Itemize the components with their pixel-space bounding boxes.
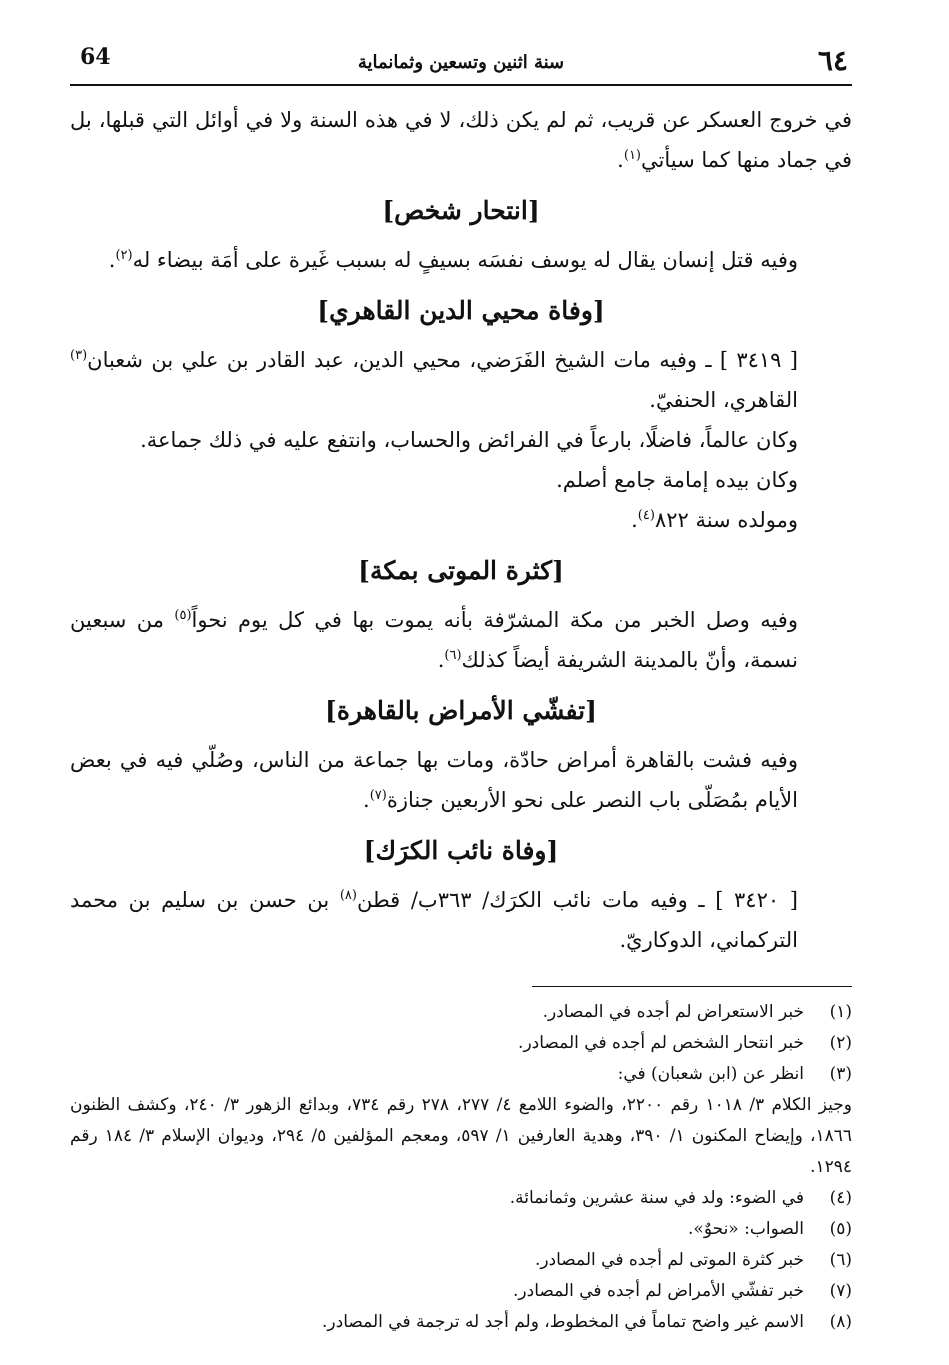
footnote-text: خبر كثرة الموتى لم أجده في المصادر. [534,1250,804,1270]
footnote-ref[interactable]: (٣) [70,348,88,363]
running-title: سنة اثنين وتسعين وثمانماية [357,52,565,73]
section-line: ومولده سنة ٨٢٢$^{(٤)}$. [631,508,798,532]
main-text [70,100,852,960]
footnote-number: (١) [829,1002,852,1022]
biography-entry: [ ٣٤١٩ ] ـ وفيه مات الشيخ الفَرَضي، محيي الدين، عبد القادر بن علي بن شعبان$^{(٣)}$ القاهري، الحنفيّ. [70,348,798,412]
section-heading: [انتحار شخص] [382,196,540,225]
section-heading: [وفاة نائب الكرَك] [363,836,559,865]
footnote-separator [532,986,852,987]
footnotes [70,997,852,1338]
footnote-ref[interactable]: (٢) [115,248,133,263]
footnote-text: خبر انتحار الشخص لم أجده في المصادر. [518,1033,804,1053]
footnote-number: (٦) [829,1250,852,1270]
footnote-item [70,1307,852,1338]
section-paragraph: وفيه فشت بالقاهرة أمراض حادّة، ومات بها جماعة من الناس، وصُلّي فيه في بعض الأيام بمُصَلّى باب النصر على نحو الأربعين جنازة$^{(٧)}$. [70,748,798,812]
section-paragraph: وفيه قتل إنسان يقال له يوسف نفسَه بسيفٍ له بسبب غَيرة على أمَة بيضاء له$^{(٢)}$. [108,248,798,272]
footnote-item [70,1276,852,1307]
section-line: وكان بيده إمامة جامع أصلم. [556,468,798,492]
footnote-item [70,1059,852,1090]
footnote-number: (٧) [829,1281,852,1301]
footnote-item [70,997,852,1028]
footnote-continuation: وجيز الكلام ٣/ ١٠١٨ رقم ٢٢٠٠، والضوء اللامع ٤/ ٢٧٧، ٢٧٨ رقم ٧٣٤، وبدائع الزهور ٣/ ٢٤٠، وكشف الظنون ١٨٦٦، وإيضاح المكنون ١/ ٣٩٠، وهدية العارفين ١/ ٥٩٧، ومعجم المؤلفين ٥/ ٢٩٤، وديوان الإسلام ٣/ ١٨٤ رقم ١٢٩٤. [70,1095,853,1177]
footnote-text: الاسم غير واضح تماماً في المخطوط، ولم أجد له ترجمة في المصادر. [322,1312,804,1332]
footnote-number: (٤) [829,1188,852,1208]
section-heading: [تفشّي الأمراض بالقاهرة] [325,696,597,725]
footnote-item [70,1028,852,1059]
footnote-ref[interactable]: (٤) [637,508,655,523]
footnote-item [70,1214,852,1245]
footnote-text: انظر عن (ابن شعبان) في: [617,1064,804,1084]
footnote-ref[interactable]: (٨) [339,888,357,903]
biography-entry: [ ٣٤٢٠ ] ـ وفيه مات نائب الكرَك/ ٣٦٣ب/ قطن$^{(٨)}$ بن حسن بن سليم بن محمد التركماني، الدوكاريّ. [70,888,798,952]
intro-paragraph: في خروج العسكر عن قريب، ثم لم يكن ذلك، لا في هذه السنة ولا في أوائل التي قبلها، بل في جماد منها كما سيأتي$^{(١)}$. [70,108,852,172]
footnote-item [70,1183,852,1214]
footnote-text: خبر تفشّي الأمراض لم أجده في المصادر. [513,1281,804,1301]
page-header [70,40,852,86]
footnote-number: (٢) [829,1033,852,1053]
footnote-ref[interactable]: (٦) [444,648,462,663]
footnote-item [70,1245,852,1276]
section-line: وكان عالماً، فاضلًا، بارعاً في الفرائض والحساب، وانتفع عليه في ذلك جماعة. [140,428,798,452]
section-heading: [وفاة محيي الدين القاهري] [317,296,605,325]
page-number-latin: 64 [80,44,111,70]
footnote-text: خبر الاستعراض لم أجده في المصادر. [542,1002,804,1022]
footnote-text: في الضوء: ولد في سنة عشرين وثمانمائة. [509,1188,804,1208]
footnote-number: (٣) [829,1064,852,1084]
footnote-text: الصواب: «نحوٌ». [688,1219,804,1239]
footnote-number: (٨) [829,1312,852,1332]
footnote-number: (٥) [829,1219,852,1239]
section-paragraph: وفيه وصل الخبر من مكة المشرّفة بأنه يموت بها في كل يوم نحواً$^{(٥)}$ من سبعين نسمة، وأنّ بالمدينة الشريفة أيضاً كذلك$^{(٦)}$. [70,608,798,672]
footnote-ref[interactable]: (٥) [174,608,192,623]
footnote-ref[interactable]: (٧) [369,788,387,803]
footnote-ref[interactable]: (١) [623,148,641,163]
section-heading: [كثرة الموتى بمكة] [358,556,564,585]
page-number-arabic: ٦٤ [817,44,848,77]
book-page [70,40,852,1340]
